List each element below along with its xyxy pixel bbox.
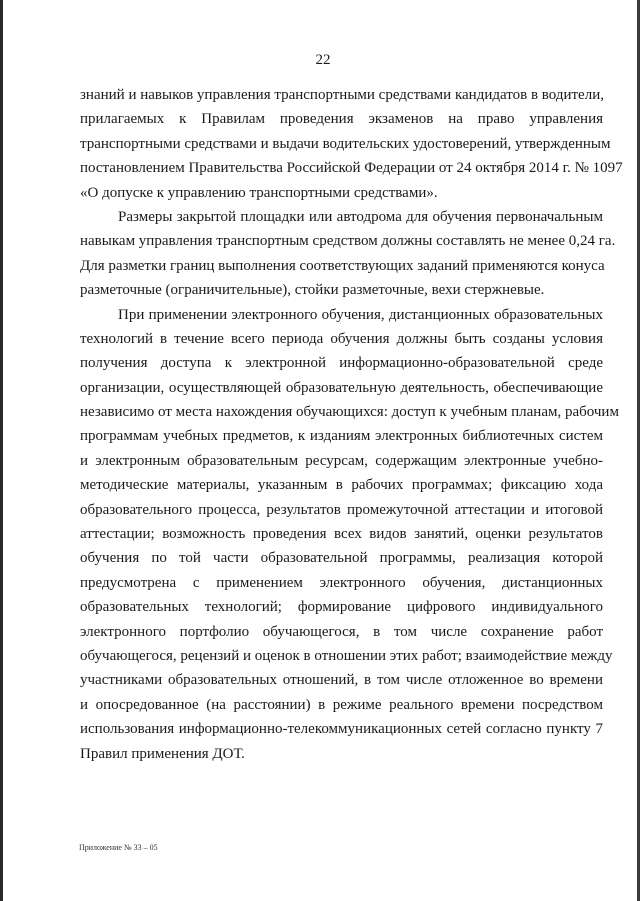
text-line: и электронным образовательным ресурсам, содержащим электронные учебно- (80, 452, 603, 469)
footer-note: Приложение № 33 – 05 (79, 843, 158, 852)
text-line: участниками образовательных отношений, в том числе отложенное во времени (80, 672, 603, 689)
text-line: транспортными средствами и выдачи водительских удостоверений, утвержденным (80, 135, 611, 152)
text-line: Для разметки границ выполнения соответствующих заданий применяются конуса (80, 257, 605, 274)
page-number: 22 (315, 52, 331, 68)
text-line: независимо от места нахождения обучающихся: доступ к учебным планам, рабочим (80, 404, 619, 421)
text-line: обучающегося, рецензий и оценок в отношении этих работ; взаимодействие между (80, 647, 613, 664)
text-line: получения доступа к электронной информационно-образовательной среде (80, 355, 603, 372)
text-line: знаний и навыков управления транспортными средствами кандидатов в водители, (80, 87, 604, 103)
text-line: Размеры закрытой площадки или автодрома для обучения первоначальным (118, 208, 603, 225)
text-line: предусмотрена с применением электронного обучения, дистанционных (80, 574, 603, 591)
text-line: постановлением Правительства Российской Федерации от 24 октября 2014 г. № 1097 (80, 160, 623, 177)
body-text (80, 83, 623, 766)
text-line: прилагаемых к Правилам проведения экзаменов на право управления (80, 111, 603, 128)
text-line: Правил применения ДОТ. (80, 745, 245, 762)
text-line: образовательного процесса, результатов промежуточной аттестации и итоговой (80, 501, 603, 518)
text-line: аттестации; возможность проведения всех видов занятий, оценки результатов (80, 526, 603, 543)
text-line: разметочные (ограничительные), стойки разметочные, вехи стержневые. (80, 282, 545, 299)
text-line: технологий в течение всего периода обучения должны быть созданы условия (80, 330, 603, 347)
text-line: программам учебных предметов, к изданиям электронных библиотечных систем (80, 428, 603, 445)
text-line: обучения по той части образовательной программы, реализация которой (80, 550, 603, 567)
text-line: образовательных технологий; формирование цифрового индивидуального (80, 599, 603, 616)
text-line: и опосредованное (на расстоянии) в режиме реального времени посредством (80, 696, 603, 713)
text-line: организации, осуществляющей образовательную деятельность, обеспечивающие (80, 379, 603, 396)
text-line: электронного портфолио обучающегося, в том числе сохранение работ (80, 623, 603, 640)
text-line: При применении электронного обучения, дистанционных образовательных (118, 306, 603, 323)
text-line: методические материалы, указанным в рабочих программах; фиксацию хода (80, 477, 603, 494)
text-line: навыкам управления транспортным средством должны составлять не менее 0,24 га. (80, 233, 616, 250)
text-line: «О допуске к управлению транспортными средствами». (80, 184, 438, 201)
text-line: использования информационно-телекоммуникационных сетей согласно пункту 7 (80, 721, 603, 738)
